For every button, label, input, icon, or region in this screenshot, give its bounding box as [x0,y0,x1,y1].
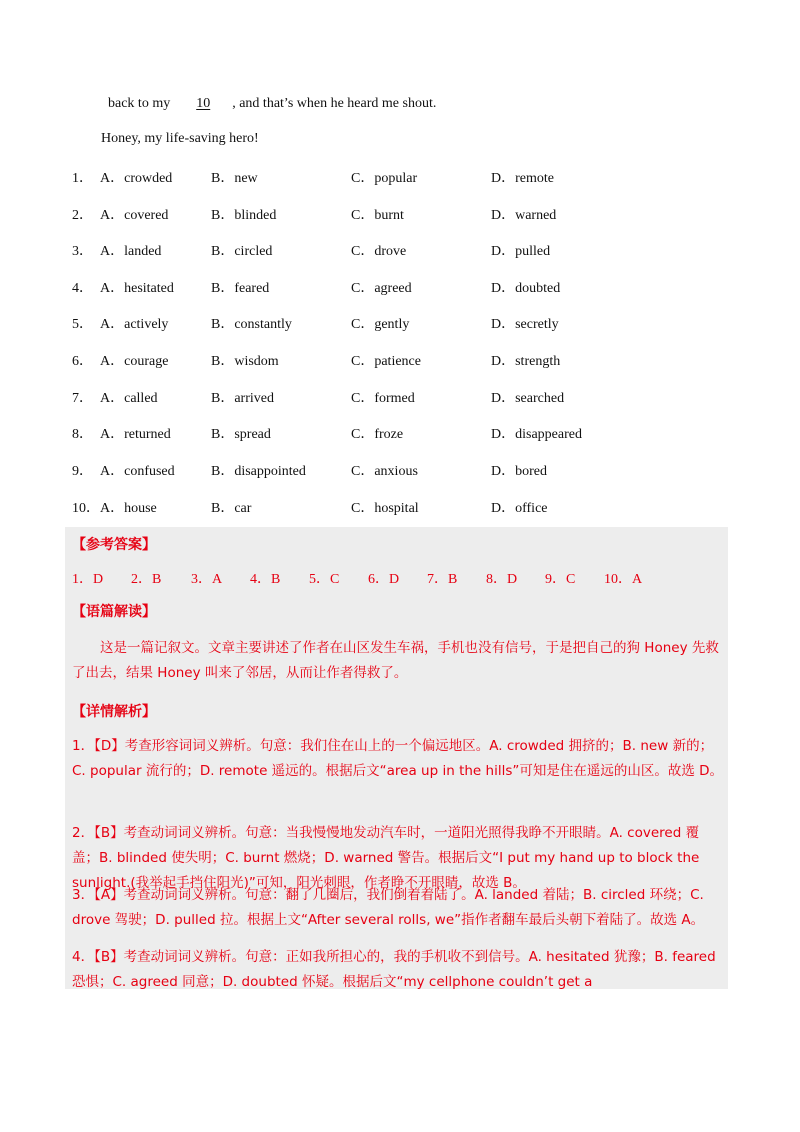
option-b: B．car [211,501,252,516]
question-number: 7． [72,391,93,406]
option-c: C．agreed [351,281,412,296]
answer-item: 8．D [486,572,518,587]
option-c: C．drove [351,244,407,259]
summary-heading: 【语篇解读】 [72,604,156,620]
summary-text: 这是一篇记叙文。文章主要讲述了作者在山区发生车祸，手机也没有信号，于是把自己的狗 Honey 先救了出去，结果 Honey 叫来了邻居，从而让作者得救了。 [72,640,719,681]
option-a: A．returned [100,427,171,442]
question-number: 4． [72,281,93,296]
analysis-item: 4．【B】考查动词词义辨析。句意：正如我所担心的，我的手机收不到信号。A. hesitated 犹豫；B. feared 恐惧；C. agreed 同意；D. doubted 怀疑。根据后文“my cellphone couldn’t get a [72,949,716,990]
option-a: A．courage [100,354,169,369]
option-a: A．actively [100,317,169,332]
option-b: B．circled [211,244,273,259]
option-b: B．wisdom [211,354,279,369]
answer-item: 7．B [427,572,458,587]
question-number: 5． [72,317,93,332]
answer-item: 9．C [545,572,576,587]
question-number: 9． [72,464,93,479]
passage-line-1 [108,96,436,112]
option-a: A．covered [100,208,169,223]
answer-heading: 【参考答案】 [72,537,156,553]
question-number: 8． [72,427,93,442]
answer-item: 5．C [309,572,340,587]
option-b: B．spread [211,427,271,442]
answer-item: 6．D [368,572,400,587]
option-c: C．burnt [351,208,404,223]
analysis-heading: 【详情解析】 [72,704,156,720]
question-number: 2． [72,208,93,223]
option-d: D．pulled [491,244,551,259]
option-d: D．office [491,501,548,516]
option-d: D．warned [491,208,557,223]
option-c: C．popular [351,171,418,186]
passage-line-2: Honey, my life-saving hero! [101,131,259,146]
option-a: A．landed [100,244,162,259]
option-a: A．hesitated [100,281,174,296]
answer-item: 3．A [191,572,223,587]
option-c: C．anxious [351,464,418,479]
answer-item: 2．B [131,572,162,587]
option-b: B．blinded [211,208,277,223]
option-c: C．patience [351,354,421,369]
passage-text: , and that’s when he heard me shout. [232,96,437,111]
question-number: 6． [72,354,93,369]
option-c: C．froze [351,427,404,442]
option-c: C．formed [351,391,415,406]
option-b: B．new [211,171,258,186]
option-d: D．strength [491,354,561,369]
option-b: B．feared [211,281,270,296]
answer-item: 4．B [250,572,281,587]
analysis-item: 3．【A】考查动词词义辨析。句意：翻了几圈后，我们倒着着陆了。A. landed 着陆；B. circled 环绕；C. drove 驾驶；D. pulled 拉。根据上文“After several rolls, we”指作者翻车最后头朝下着陆了。故选 A。 [72,887,705,928]
option-d: D．remote [491,171,554,186]
option-a: A．confused [100,464,175,479]
passage-text: back to my [108,96,171,111]
option-c: C．gently [351,317,410,332]
option-b: B．disappointed [211,464,306,479]
option-d: D．searched [491,391,565,406]
answer-item: 10．A [604,572,643,587]
option-d: D．disappeared [491,427,582,442]
option-d: D．secretly [491,317,559,332]
option-d: D．doubted [491,281,561,296]
option-b: B．arrived [211,391,274,406]
question-number: 3． [72,244,93,259]
option-d: D．bored [491,464,547,479]
option-a: A．called [100,391,158,406]
question-number: 10． [72,501,100,516]
answer-item: 1．D [72,572,104,587]
option-a: A．house [100,501,157,516]
option-a: A．crowded [100,171,173,186]
analysis-item: 1．【D】考查形容词词义辨析。句意：我们住在山上的一个偏远地区。A. crowded 拥挤的；B. new 新的；C. popular 流行的；D. remote 遥远的。根据后文“area up in the hills”可知是住在遥远的山区。故选 D。 [72,738,724,779]
question-number: 1． [72,171,93,186]
option-c: C．hospital [351,501,419,516]
option-b: B．constantly [211,317,292,332]
blank-10: 10 [196,96,211,111]
analysis-item: 2．【B】考查动词词义辨析。句意：当我慢慢地发动汽车时，一道阳光照得我睁不开眼睛。A. covered 覆盖；B. blinded 使失明；C. burnt 燃烧；D. warned 警告。根据后文“I put my hand up to block the sunlight.(我举起手挡住阳光)”可知，阳光刺眼，作者睁不开眼睛，故选 B。 [72,825,700,891]
